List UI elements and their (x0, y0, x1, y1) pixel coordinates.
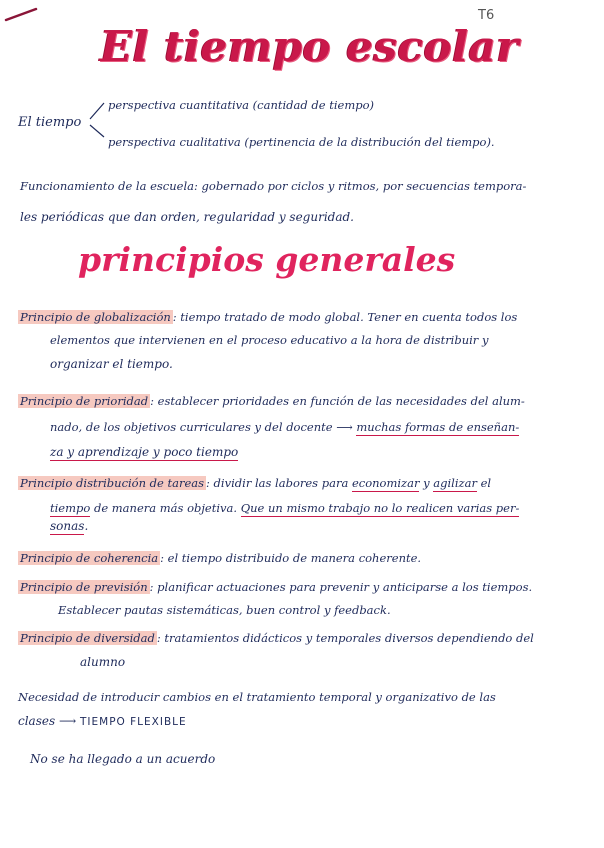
tiempo-item-2: perspectiva cualitativa (pertinencia de la distribución del tiempo). (108, 135, 495, 149)
funcionamiento-line-2: les periódicas que dan orden, regularidad y seguridad. (20, 210, 354, 224)
page-title: El tiempo escolar (100, 22, 519, 71)
corner-mark: T6 (478, 8, 495, 23)
principio-label: Principio de diversidad (20, 631, 155, 645)
globalizacion-line-3: organizar el tiempo. (50, 357, 173, 371)
distribucion-line-2: tiempo de manera más objetiva. Que un mismo trabajo no lo realicen varias per- (50, 501, 520, 515)
branch-lines (88, 99, 106, 145)
principio-globalizacion: Principio de globalización : tiempo tratado de modo global. Tener en cuenta todos los (20, 310, 518, 324)
necesidad-line-2: clases ⟶ TIEMPO FLEXIBLE (18, 714, 187, 728)
principio-prioridad: Principio de prioridad : establecer prioridades en función de las necesidades del alum- (20, 394, 525, 408)
principio-label: Principio de previsión (20, 580, 148, 594)
principio-label: Principio de prioridad (20, 394, 149, 408)
prioridad-line-2: nado, de los objetivos curriculares y del docente ⟶ muchas formas de enseñan- (50, 420, 520, 434)
tiempo-label: El tiempo (18, 115, 82, 130)
principio-label: Principio de globalización (20, 310, 171, 324)
prioridad-line-3: za y aprendizaje y poco tiempo (50, 445, 239, 459)
prevision-line-2: Establecer pautas sistemáticas, buen control y feedback. (58, 603, 391, 617)
globalizacion-line-2: elementos que intervienen en el proceso educativo a la hora de distribuir y (50, 333, 489, 347)
acuerdo-line: No se ha llegado a un acuerdo (30, 752, 216, 766)
diversidad-line-2: alumno (80, 655, 126, 669)
principio-label: Principio distribución de tareas (20, 476, 205, 490)
pen-stroke-mark (4, 6, 38, 22)
tiempo-item-1: perspectiva cuantitativa (cantidad de tiempo) (108, 98, 375, 112)
distribucion-line-3: sonas. (50, 519, 89, 533)
necesidad-line-1: Necesidad de introducir cambios en el tratamiento temporal y organizativo de las (18, 690, 496, 704)
principio-label: Principio de coherencia (20, 551, 159, 565)
principio-diversidad: Principio de diversidad : tratamientos didácticos y temporales diversos dependiendo del (20, 631, 534, 645)
arrow-icon: ⟶ (336, 420, 357, 434)
principio-prevision: Principio de previsión : planificar actuaciones para prevenir y anticiparse a los tiempos. (20, 580, 533, 594)
funcionamiento-line-1: Funcionamiento de la escuela: gobernado por ciclos y ritmos, por secuencias tempora- (20, 179, 527, 193)
principio-distribucion: Principio distribución de tareas : dividir las labores para economizar y agilizar el (20, 476, 492, 490)
principio-coherencia: Principio de coherencia : el tiempo distribuido de manera coherente. (20, 551, 422, 565)
arrow-icon: ⟶ (58, 714, 80, 728)
section-heading: principios generales (78, 240, 456, 279)
